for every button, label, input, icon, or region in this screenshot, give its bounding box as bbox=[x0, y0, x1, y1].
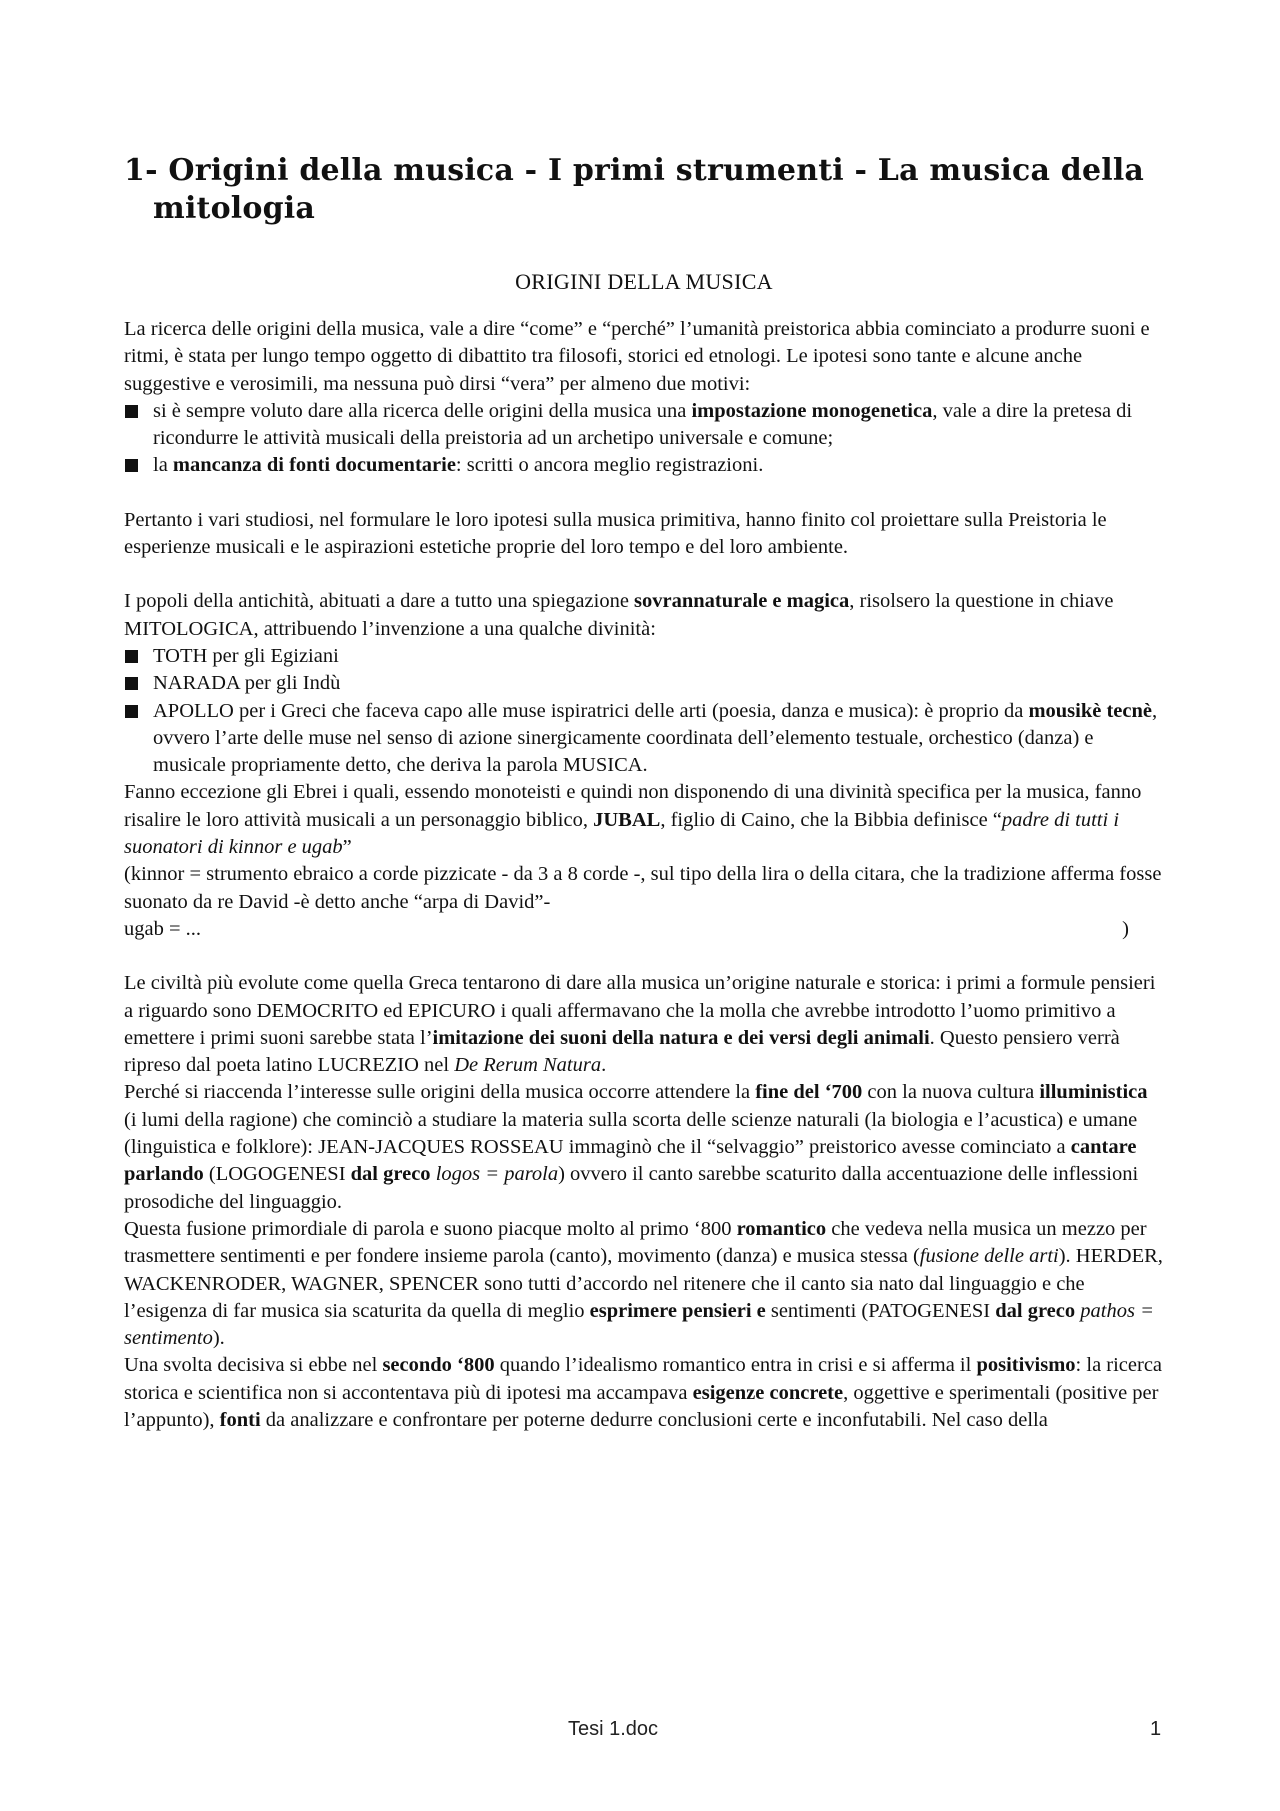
ugab-note-close-paren: ) bbox=[1122, 917, 1129, 940]
paragraph-spacer bbox=[124, 561, 1164, 588]
list-item-text: , ovvero l’arte delle muse nel senso di azione sinergicamente coordinata dell’elemento testuale, orchestico (danza) e musicale propriamente detto, che deriva la parola MUSICA. bbox=[153, 699, 1158, 777]
bold-text: esprimere pensieri e bbox=[589, 1299, 766, 1322]
list-item-text: si è sempre voluto dare alla ricerca delle origini della musica una bbox=[153, 399, 692, 422]
bold-text: positivismo bbox=[976, 1354, 1076, 1377]
italic-title: De Rerum Natura bbox=[454, 1054, 602, 1077]
bold-text: fine del ‘700 bbox=[755, 1081, 863, 1104]
list-item-bold-text: mousikè tecnè bbox=[1028, 699, 1152, 722]
text-run: Fanno eccezione gli Ebrei i quali, essendo monoteisti e quindi non disponendo di una divinità specifica per la musica, fanno risalire le loro attività musicali a un personaggio biblico, bbox=[124, 781, 1142, 831]
text-run: ). HERDER, WACKENRODER, WAGNER, SPENCER sono tutti d’accordo nel ritenere che il canto sia nato dal linguaggio e che l’esigenza di far musica sia scaturita da quella di meglio bbox=[124, 1245, 1163, 1322]
italic-text: fusione delle arti bbox=[919, 1245, 1059, 1268]
section-heading: ORIGINI DELLA MUSICA bbox=[515, 269, 773, 294]
bold-text: sovrannaturale e magica bbox=[634, 590, 850, 613]
paragraph-spacer bbox=[124, 943, 1164, 970]
paragraph-spacer bbox=[124, 480, 1164, 507]
footer-page-number: 1 bbox=[1150, 1718, 1162, 1740]
list-item-text: : scritti o ancora meglio registrazioni. bbox=[455, 454, 764, 477]
list-item bbox=[124, 398, 1164, 453]
intro-paragraph: La ricerca delle origini della musica, vale a dire “come” e “perché” l’umanità preistorica abbia cominciato a produrre suoni e ritmi, è stata per lungo tempo oggetto di dibattito tra filosofi, storici ed etnologi. Le ipotesi sono tante e alcune anche suggestive e verosimili, ma nessuna può dirsi “vera” per almeno due motivi: bbox=[124, 318, 1150, 395]
text-run: , figlio di Caino, che la Bibbia definisce “ bbox=[660, 808, 1002, 831]
text-run: (i lumi della ragione) che cominciò a studiare la materia sulla scorta delle scienze naturali (la biologia e l’acustica) e umane (linguistica e folklore): JEAN-JACQUES ROSSEAU immaginò che il “selvaggio” preistorico avesse cominciato a bbox=[124, 1108, 1138, 1159]
text-run: I popoli della antichità, abituati a dare a tutto una spiegazione bbox=[124, 590, 635, 613]
paragraph-positivismo bbox=[124, 1352, 1164, 1434]
text-run: ). bbox=[212, 1327, 225, 1350]
list-item bbox=[124, 670, 1164, 697]
bold-text: cantare parlando bbox=[124, 1136, 1137, 1186]
list-item bbox=[124, 643, 1164, 670]
text-run: (LOGOGENESI bbox=[203, 1163, 351, 1186]
text-run: Perché si riaccenda l’interesse sulle origini della musica occorre attendere la bbox=[124, 1081, 756, 1104]
text-run: . bbox=[601, 1054, 607, 1077]
italic-text: pathos = sentimento bbox=[124, 1299, 1154, 1350]
text-run: che vedeva nella musica un mezzo per trasmettere sentimenti e per fondere insieme parola (canto), movimento (danza) e musica stessa ( bbox=[124, 1217, 1147, 1268]
page-content bbox=[124, 152, 1164, 1434]
document-title: 1- Origini della musica - I primi strumenti - La musica della mitologia bbox=[124, 153, 1145, 226]
text-run: da analizzare e confrontare per poterne dedurre conclusioni certe e inconfutabili. Nel caso della bbox=[260, 1408, 1048, 1431]
square-bullet-icon bbox=[125, 705, 138, 718]
text-run: ” bbox=[342, 836, 352, 859]
bold-text: fonti bbox=[219, 1408, 261, 1431]
list-item bbox=[124, 698, 1164, 780]
text-run: , risolsero la questione in chiave MITOLOGICA, attribuendo l’invenzione a una qualche divinità: bbox=[124, 590, 1114, 640]
ugab-note-text: ugab = ... bbox=[124, 917, 202, 940]
bold-text: romantico bbox=[736, 1217, 827, 1240]
list-item-text: APOLLO per i Greci che faceva capo alle muse ispiratrici delle arti (poesia, danza e musica): è proprio da bbox=[153, 699, 1029, 722]
page-footer bbox=[0, 1718, 1280, 1742]
paragraph-popoli-antichita bbox=[124, 588, 1164, 643]
square-bullet-icon bbox=[125, 459, 138, 472]
text-run: con la nuova cultura bbox=[862, 1081, 1040, 1104]
paragraph-illuminismo bbox=[124, 1079, 1164, 1215]
italic-quote: padre di tutti i suonatori di kinnor e ugab bbox=[124, 808, 1120, 859]
bold-text: dal greco bbox=[350, 1163, 436, 1186]
text-run: sentimenti (PATOGENESI bbox=[765, 1299, 996, 1322]
text-run: : la ricerca storica e scientifica non si accontentava più di ipotesi ma accampava bbox=[124, 1354, 1163, 1404]
paragraph-romanticismo bbox=[124, 1216, 1164, 1352]
kinnor-note: (kinnor = strumento ebraico a corde pizzicate - da 3 a 8 corde -, sul tipo della lira o della citara, che la tradizione afferma fosse suonato da re David -è detto anche “arpa di David”- bbox=[124, 863, 1162, 913]
text-run: . Questo pensiero verrà ripreso dal poeta latino LUCREZIO nel bbox=[124, 1026, 1120, 1077]
paragraph-studiosi: Pertanto i vari studiosi, nel formulare le loro ipotesi sulla musica primitiva, hanno finito col proiettare sulla Preistoria le esperienze musicali e le aspirazioni estetiche proprie del loro tempo e del loro ambiente. bbox=[124, 508, 1107, 559]
list-item-text: la bbox=[153, 454, 173, 477]
text-run: Una svolta decisiva si ebbe nel bbox=[124, 1354, 383, 1377]
deities-list bbox=[124, 643, 1164, 779]
text-run: Le civiltà più evolute come quella Greca tentarono di dare alla musica un’origine naturale e storica: i primi a formule pensieri a riguardo sono DEMOCRITO ed EPICURO i quali affermavano che la molla che avrebbe introdotto l’uomo primitivo a emettere i primi suoni sarebbe stata l’ bbox=[124, 972, 1156, 1049]
list-item-bold-text: impostazione monogenetica bbox=[691, 399, 933, 422]
list-item-text: TOTH per gli Egiziani bbox=[153, 644, 339, 667]
bold-text: dal greco bbox=[995, 1299, 1081, 1322]
square-bullet-icon bbox=[125, 650, 138, 663]
square-bullet-icon bbox=[125, 677, 138, 690]
square-bullet-icon bbox=[125, 405, 138, 418]
text-run: ) ovvero il canto sarebbe scaturito dalla accentuazione delle inflessioni prosodiche del linguaggio. bbox=[124, 1163, 1139, 1213]
list-item bbox=[124, 452, 1164, 479]
reasons-list bbox=[124, 398, 1164, 480]
text-run: , oggettive e sperimentali (positive per l’appunto), bbox=[124, 1381, 1159, 1431]
bold-text: esigenze concrete bbox=[692, 1381, 844, 1404]
footer-filename: Tesi 1.doc bbox=[568, 1718, 659, 1740]
list-item-text: NARADA per gli Indù bbox=[153, 672, 341, 695]
bold-text: secondo ‘800 bbox=[382, 1354, 495, 1377]
italic-text: logos = parola bbox=[435, 1163, 559, 1186]
bold-text: illuministica bbox=[1039, 1081, 1148, 1104]
paragraph-ebrei bbox=[124, 779, 1164, 861]
ugab-note bbox=[124, 916, 1129, 943]
bold-text: imitazione dei suoni della natura e dei versi degli animali bbox=[432, 1026, 930, 1049]
list-item-text: , vale a dire la pretesa di ricondurre le attività musicali della preistoria ad un archetipo universale e comune; bbox=[153, 399, 1133, 450]
list-item-bold-text: mancanza di fonti documentarie bbox=[172, 454, 456, 477]
text-run: Questa fusione primordiale di parola e suono piacque molto al primo ‘800 bbox=[124, 1217, 737, 1240]
text-run: quando l’idealismo romantico entra in crisi e si afferma il bbox=[494, 1354, 977, 1377]
bold-text: JUBAL bbox=[593, 808, 661, 831]
paragraph-civilta-greca bbox=[124, 970, 1164, 1079]
